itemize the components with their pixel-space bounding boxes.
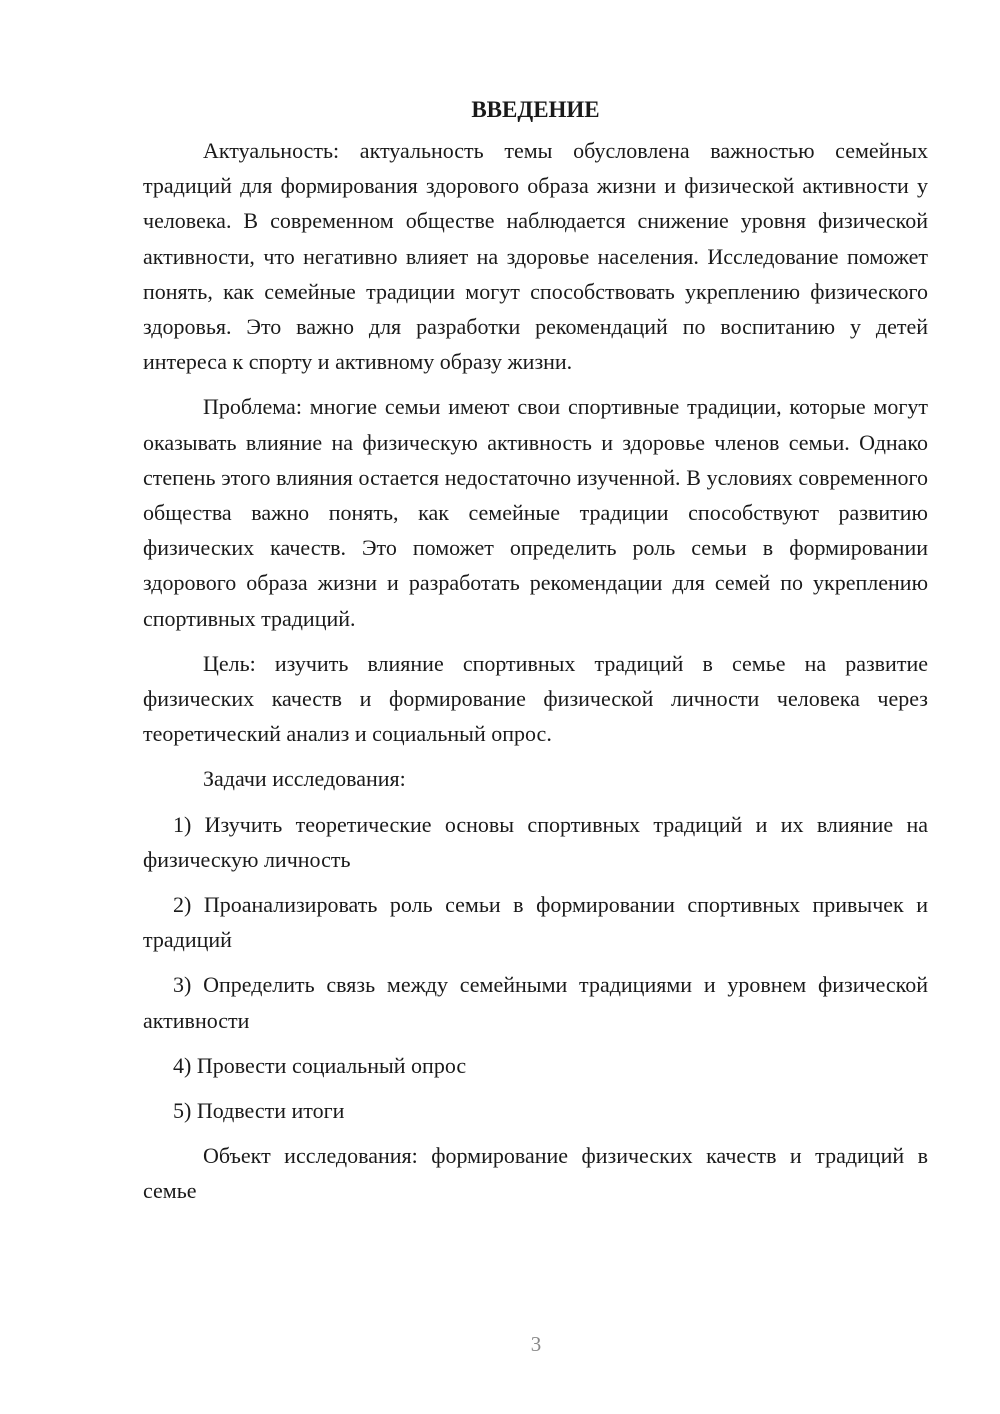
tasks-heading: Задачи исследования: xyxy=(203,766,406,792)
object-paragraph: Объект исследования: формирование физических качеств и традиций в семье xyxy=(143,1143,928,1204)
task-item-3: 3) Определить связь между семейными традициями и уровнем физической активности xyxy=(143,972,928,1033)
relevance-paragraph: Актуальность: актуальность темы обусловлена важностью семейных традиций для формирования здорового образа жизни и физической активности у человека. В современном обществе наблюдается снижение уровня физической активности, что негативно влияет на здоровье населения. Исследование поможет понять, как семейные традиции могут способствовать укреплению физического здоровья. Это важно для разработки рекомендаций по воспитанию у детей интереса к спорту и активному образу жизни. xyxy=(143,138,928,375)
task-item-5: 5) Подвести итоги xyxy=(173,1098,345,1124)
goal-paragraph: Цель: изучить влияние спортивных традиций в семье на развитие физических качеств и формирование физической личности человека через теоретический анализ и социальный опрос. xyxy=(143,650,928,747)
task-item-1: 1) Изучить теоретические основы спортивных традиций и их влияние на физическую личность xyxy=(143,811,928,872)
page-number: 3 xyxy=(530,1332,542,1356)
task-item-4: 4) Провести социальный опрос xyxy=(173,1052,467,1078)
problem-paragraph: Проблема: многие семьи имеют свои спортивные традиции, которые могут оказывать влияние на физическую активность и здоровье членов семьи. Однако степень этого влияния остается недостаточно изученной. В условиях современного общества важно понять, как семейные традиции способствуют развитию физических качеств. Это поможет определить роль семьи в формировании здорового образа жизни и разработать рекомендации для семей по укреплению спортивных традиций. xyxy=(143,394,928,631)
page-content xyxy=(143,92,928,1219)
section-title: ВВЕДЕНИЕ xyxy=(471,97,600,122)
task-item-2: 2) Проанализировать роль семьи в формировании спортивных привычек и традиций xyxy=(143,892,928,953)
